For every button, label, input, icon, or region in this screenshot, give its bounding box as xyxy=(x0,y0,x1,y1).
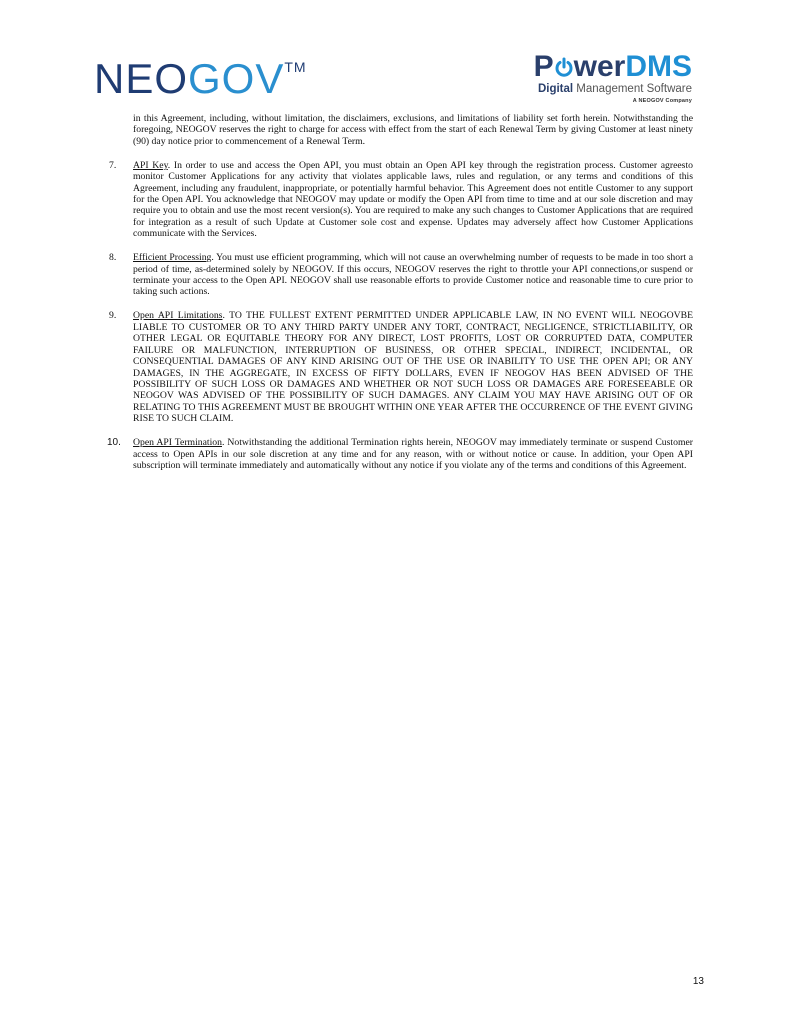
section-title: Efficient Processing xyxy=(133,252,212,264)
powerdms-logo-p: P xyxy=(533,50,554,83)
section-body: . Notwithstanding the additional Termination rights herein, NEOGOV may immediately terminate or suspend Customer access to Open APIs in our sole discretion at any time and for any reason, with or without notice or cause. In addition, your Open API subscription will terminate immediately and automatically without any notice if you violate any of the terms and conditions of this Agreement. xyxy=(133,437,693,471)
section-number: 7. xyxy=(109,159,117,171)
intro-paragraph: in this Agreement, including, without limitation, the disclaimers, exclusions, and limitations of liability set forth herein. Notwithstanding the foregoing, NEOGOV reserves the right to charge for access with effect from the start of each Renewal Term by giving Customer at least ninety (90) day notice prior to commencement of a Renewal Term. xyxy=(133,113,693,147)
section-title: Open API Limitations xyxy=(133,310,223,322)
neogov-logo-tm: TM xyxy=(284,59,307,75)
neogov-logo-neo: NEO xyxy=(94,55,189,102)
powerdms-logo-digital: Digital xyxy=(537,83,574,95)
section-number: 10. xyxy=(107,437,121,449)
section-body: . TO THE FULLEST EXTENT PERMITTED UNDER APPLICABLE LAW, IN NO EVENT WILL NEOGOVBE LIABLE TO CUSTOMER OR TO ANY THIRD PARTY UNDER ANY TORT, CONTRACT, NEGLIGENCE, STRICTLIABILITY, OR OTHER LEGAL OR EQUITABLE THEORY FOR ANY DIRECT, LOST PROFITS, LOST OR CORRUPTED DATA, COMPUTER FAILURE OR MALFUNCTION, INTERRUPTION OF BUSINESS, OR OTHER SPECIAL, INDIRECT, INCIDENTAL, OR CONSEQUENTIAL DAMAGES OF ANY KIND ARISING OUT OF THE USE OR INABILITY TO USE THE OPEN API; OR ANY DAMAGES, IN THE AGGREGATE, IN EXCESS OF FIFTY DOLLARS, EVEN IF NEOGOV HAS BEEN ADVISED OF THE POSSIBILITY OF SUCH LOSS OR DAMAGES AND WHETHER OR NOT SUCH LOSS OR DAMAGES ARE FORESEEABLE OR NEOGOV WAS ADVISED OF THE POSSIBILITY OF SUCH DAMAGES. ANY CLAIM YOU MAY HAVE ARISING OUT OF OR RELATING TO THIS AGREEMENT MUST BE BROUGHT WITHIN ONE YEAR AFTER THE OCCURRENCE OF THE EVENT GIVING RISE TO SUCH CLAIM. xyxy=(133,310,693,425)
page-number: 13 xyxy=(692,976,704,987)
powerdms-logo xyxy=(534,52,692,104)
powerdms-logo-management: Management Software xyxy=(576,83,692,95)
section-body: . You must use efficient programming, which will not cause an overwhelming number of requests to be made in too short a period of time, as-determined solely by NEOGOV. If this occurs, NEOGOV reserves the right to throttle your API connections,or suspend or terminate your access to the Open API. NEOGOV shall use reasonable efforts to provide Customer notice and reasonable time to cure prior to taking such actions. xyxy=(133,252,693,298)
neogov-logo-gov: GOV xyxy=(188,55,285,102)
neogov-logo xyxy=(94,55,307,102)
section-body: . In order to use and access the Open API, you must obtain an Open API key through the registration process. Customer agreesto monitor Customer Applications for any activity that violates applicable laws, rules and regulation, or any terms and conditions of this Agreement, including any fraudulent, inappropriate, or potentially harmful behavior. This Agreement does not entitle Customer to any support for the Open API. You acknowledge that NEOGOV may update or modify the Open API from time to time and at our sole discretion and may require you to obtain and use the most recent version(s). You are required to make any such changes to Customer Applications that are required for integration as a result of such Update at Customer sole cost and expense. Updates may adversely affect how Customer Applications communicate with the Services. xyxy=(133,159,693,240)
power-icon xyxy=(554,56,574,76)
section-number: 9. xyxy=(109,310,117,322)
powerdms-logo-dms: DMS xyxy=(625,50,692,83)
section-open-api-limitations xyxy=(109,310,693,425)
section-title: API Key xyxy=(133,159,168,171)
section-title: Open API Termination xyxy=(133,437,222,449)
document-body xyxy=(107,113,693,471)
powerdms-logo-wer: wer xyxy=(573,50,626,83)
powerdms-logo-tagline xyxy=(534,83,692,95)
section-efficient-processing xyxy=(109,252,693,298)
powerdms-logo-wordmark xyxy=(534,52,692,82)
powerdms-logo-company: A NEOGOV Company xyxy=(632,98,692,104)
section-number: 8. xyxy=(109,252,117,264)
section-open-api-termination xyxy=(107,437,693,471)
section-api-key xyxy=(109,159,693,240)
